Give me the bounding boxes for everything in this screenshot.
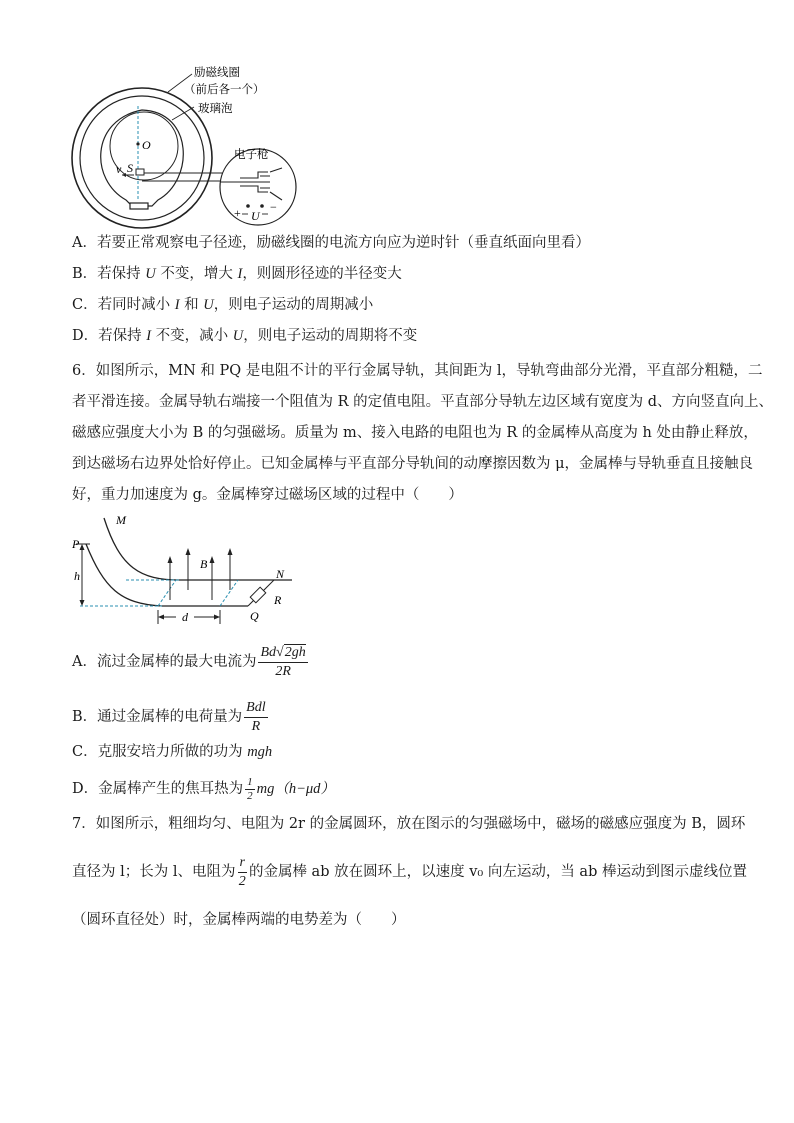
label-N: N xyxy=(276,567,285,581)
fraction: $\frac{\text{Bdl}}{R}$ xyxy=(246,699,266,734)
label-plus: + xyxy=(234,206,241,220)
q5-option-b: B．若保持 U 不变，增大 I，则圆形径迹的半径变大 xyxy=(72,266,402,282)
field-right-boundary xyxy=(220,580,238,606)
q5-option-d: D．若保持 I 不变，减小 U，则电子运动的周期将不变 xyxy=(72,328,418,344)
coil-label-1: 励磁线圈 xyxy=(194,67,240,79)
q6-option-a: A．流过金属棒的最大电流为 $\frac{Bd√2gh}{2R}$ xyxy=(72,644,306,679)
electron-beam-figure xyxy=(70,60,310,230)
label-Q: Q xyxy=(250,609,259,623)
label-M: M xyxy=(116,513,126,527)
terminal-right xyxy=(260,204,264,208)
q6-option-b: B．通过金属棒的电荷量为 $\frac{\text{Bdl}}{R}$ xyxy=(72,699,266,734)
label-U: U xyxy=(251,209,260,223)
label-h: h xyxy=(74,569,80,583)
q6-stem-line: 好，重力加速度为 g。金属棒穿过磁场区域的过程中（ ） xyxy=(72,487,463,503)
q6-stem-line: 到达磁场右边界处恰好停止。已知金属棒与平直部分导轨间的动摩擦因数为 μ，金属棒与导轨垂直且接触良 xyxy=(72,456,754,472)
gun-label: 电子枪 xyxy=(234,149,269,161)
fraction: $\frac{1}{2}$ xyxy=(247,775,253,802)
rail-MN-curve xyxy=(104,518,292,580)
fraction: $\frac{r}{2}$ xyxy=(238,854,246,889)
q7-line-2: 直径为 l；长为 l、电阻为 $\frac{r}{2}$ 的金属棒 ab 放在圆环上，以速度 v₀ 向左运动，当 ab 棒运动到图示虚线位置 xyxy=(72,854,747,889)
label-d: d xyxy=(182,610,188,624)
resistor-R xyxy=(250,587,266,603)
q6-stem xyxy=(72,356,774,511)
q6-option-d: D．金属棒产生的焦耳热为 $\frac{1}{2}$ mg（h−μd） xyxy=(72,775,335,802)
label-R: R xyxy=(274,593,282,607)
d-arrow-left xyxy=(158,615,164,620)
coil-label-2: （前后各一个） xyxy=(184,84,265,96)
bulb-label: 玻璃泡 xyxy=(198,103,233,115)
rails-figure xyxy=(70,508,300,628)
h-arrow-top xyxy=(80,544,85,550)
field-arrowhead xyxy=(186,548,191,555)
label-B: B xyxy=(200,557,208,571)
q6-stem-line: 磁感应强度大小为 B 的匀强磁场。质量为 m、接入电路的电阻也为 R 的金属棒从高度为 h 处由静止释放， xyxy=(72,425,758,441)
q7-line-3: （圆环直径处）时，金属棒两端的电势差为（ ） xyxy=(72,912,406,928)
q6-stem-line: 6．如图所示，MN 和 PQ 是电阻不计的平行金属导轨，其间距为 l，导轨弯曲部分光滑，平直部分粗糙，二 xyxy=(72,363,763,379)
center-point-O xyxy=(136,142,139,145)
q7-line-1: 7．如图所示，粗细均匀、电阻为 2r 的金属圆环，放在图示的匀强磁场中，磁场的磁感应强度为 B，圆环 xyxy=(72,816,746,832)
q6-option-c: C．克服安培力所做的功为 mgh xyxy=(72,744,273,760)
q5-option-c: C．若同时减小 I 和 U，则电子运动的周期减小 xyxy=(72,297,374,313)
bulb-leader xyxy=(172,107,194,120)
q6-stem-line: 者平滑连接。金属导轨右端接一个阻值为 R 的定值电阻。平直部分导轨左边区域有宽度为 d、方向竖直向上、 xyxy=(72,394,774,410)
h-arrow-bottom xyxy=(80,600,85,606)
label-S: S xyxy=(127,161,133,175)
field-left-boundary xyxy=(158,580,176,606)
q5-option-a: A．若要正常观察电子径迹，励磁线圈的电流方向应为逆时针（垂直纸面向里看） xyxy=(72,235,590,251)
coil-inner-ring xyxy=(80,96,204,220)
field-arrowhead xyxy=(168,556,173,563)
source-S xyxy=(136,169,144,175)
label-v: v xyxy=(116,162,122,176)
terminal-left xyxy=(246,204,250,208)
label-O: O xyxy=(142,138,151,152)
bulb-base xyxy=(130,203,148,209)
d-arrow-right xyxy=(214,615,220,620)
rail-PQ-curve xyxy=(86,544,248,606)
field-arrowhead xyxy=(210,556,215,563)
label-minus: − xyxy=(270,200,277,214)
field-arrowhead xyxy=(228,548,233,555)
label-P: P xyxy=(72,537,80,551)
fraction: $\frac{Bd√2gh}{2R}$ xyxy=(260,644,306,679)
